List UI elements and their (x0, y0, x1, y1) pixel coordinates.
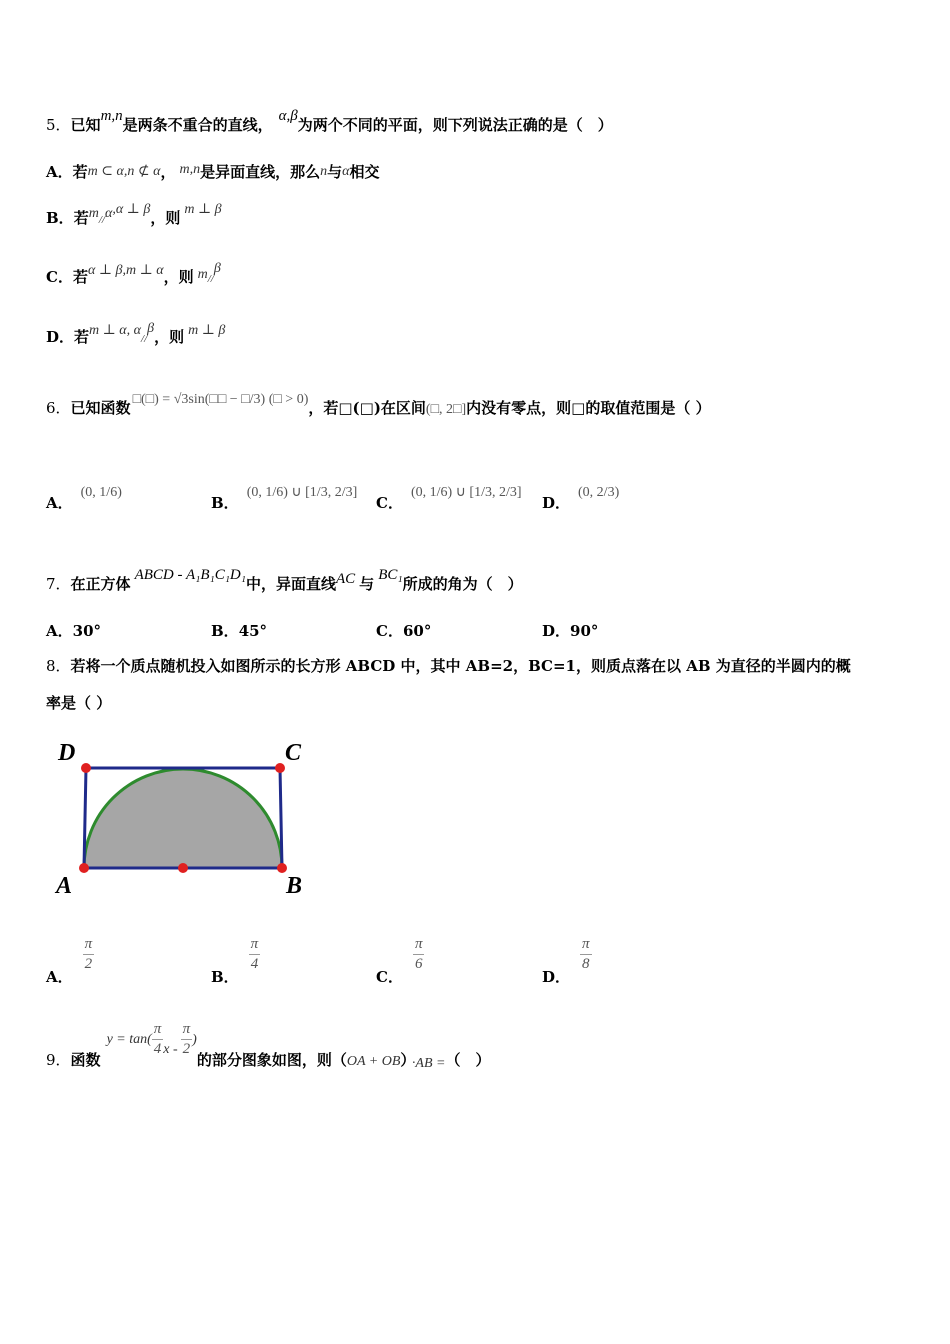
option-text: ，则 (154, 328, 185, 346)
option-text: ，则 (163, 268, 194, 286)
fraction-numerator: π (250, 936, 259, 952)
question-7-stem (46, 567, 523, 594)
option-math: (0, 2/3) (578, 485, 620, 500)
option-label: C． (46, 268, 73, 286)
option-text: 若 (72, 163, 88, 181)
q6-interval: (□, 2□] (425, 402, 467, 417)
point-d (81, 763, 91, 773)
option-label: C． (376, 622, 403, 640)
parallel-symbol: // (207, 273, 214, 285)
option-math: β (213, 261, 221, 276)
q7-cube-name: ABCD - A₁B₁C₁D₁ (134, 567, 246, 583)
point-b (277, 863, 287, 873)
option-label: A． (46, 968, 73, 987)
option-math: (0, 1/6) ∪ [1/3, 2/3] (410, 485, 522, 500)
q8-line1: 若将一个质点随机投入如图所示的长方形 ABCD 中，其中 AB=2，BC=1，则质点落在以 AB 为直径的半圆内的概 (70, 657, 851, 675)
q7-prefix: 在正方体 (70, 575, 131, 593)
question-6-stem (46, 392, 711, 418)
option-label: D． (542, 622, 571, 640)
parallel-symbol: // (141, 333, 148, 345)
q9-dot-ab: ·AB = (411, 1056, 446, 1072)
option-math: m,n (179, 162, 201, 177)
fraction-numerator: π (153, 1021, 162, 1037)
q9-formula-end: ) (192, 1032, 197, 1048)
fraction-numerator: π (84, 936, 93, 952)
q6-prefix: 已知函数 (70, 399, 131, 417)
option-math: α ⊥ β,m ⊥ α (87, 263, 164, 278)
q5-option-c[interactable] (46, 261, 221, 287)
q9-formula-x: x - (163, 1042, 178, 1058)
q7-line-ac: AC (336, 571, 356, 587)
option-label: A． (46, 163, 73, 181)
q5-option-b[interactable] (46, 202, 222, 228)
q9-vector-sum: OA + OB (346, 1054, 401, 1070)
option-text: 是异面直线，那么 (200, 163, 321, 181)
option-text: 相交 (349, 163, 380, 181)
q7-line-bc1: BC₁ (378, 567, 403, 583)
option-fraction (249, 935, 261, 974)
label-b: B (286, 873, 303, 899)
q8-option-b[interactable] (211, 935, 260, 987)
q5-math-mn: m,n (100, 108, 123, 124)
q5-text2: 为两个不同的平面，则下列说法正确的是（ ） (297, 116, 613, 134)
q6-option-a[interactable] (46, 485, 122, 513)
label-c: C (285, 740, 302, 766)
q6-text2: 内没有零点，则□的取值范围是（ ） (466, 399, 711, 417)
fraction-numerator: π (582, 936, 590, 952)
option-label: C． (376, 968, 403, 987)
q9-text2: ） (400, 1051, 408, 1070)
option-text: ， (160, 163, 176, 181)
option-label: D． (46, 328, 75, 346)
point-c (275, 763, 285, 773)
option-label: C． (376, 494, 403, 512)
q5-option-d[interactable] (46, 321, 226, 347)
q8-option-c[interactable] (376, 935, 424, 987)
semicircle-region (84, 769, 282, 868)
q7-option-c[interactable] (376, 620, 431, 641)
option-math: ,α ⊥ β (112, 202, 151, 217)
q9-text3: （ ） (445, 1051, 491, 1070)
q7-option-d[interactable] (542, 620, 598, 641)
option-math: m ⊥ β (184, 202, 222, 217)
fraction-denominator: 4 (153, 1040, 162, 1057)
q6-number: 6． (46, 399, 71, 417)
option-math: α (342, 164, 350, 179)
option-value: 90° (570, 622, 599, 640)
q5-prefix: 已知 (70, 116, 101, 134)
option-label: A． (46, 622, 73, 640)
q6-option-d[interactable] (542, 485, 620, 513)
q7-number: 7． (46, 575, 71, 593)
option-fraction (413, 935, 425, 974)
option-text: 若 (72, 268, 88, 286)
q8-figure (50, 735, 315, 900)
q6-text1: ，若□(□)在区间 (308, 399, 426, 417)
q7-option-a[interactable] (46, 620, 101, 641)
q7-text2: 与 (359, 575, 375, 593)
option-label: D． (542, 494, 571, 512)
label-d: D (58, 740, 76, 766)
q9-number: 9． (46, 1051, 71, 1070)
q8-option-d[interactable] (542, 935, 592, 987)
q9-prefix: 函数 (70, 1051, 101, 1070)
option-text: 与 (327, 163, 343, 181)
q8-number: 8． (46, 657, 71, 675)
option-fraction (580, 935, 592, 974)
fraction-numerator: π (414, 936, 423, 952)
fraction-denominator: 2 (84, 955, 93, 972)
question-8-stem-line2: 率是（ ） (46, 694, 112, 712)
q9-formula-start: y = tan( (106, 1032, 152, 1048)
option-math: m ⊥ α, α (89, 323, 142, 338)
option-fraction (83, 935, 95, 974)
q9-text1: 的部分图象如图，则（ (196, 1051, 347, 1070)
option-value: 30° (72, 622, 102, 640)
option-label: B． (211, 494, 239, 512)
option-label: B． (46, 209, 74, 227)
fraction-denominator: 2 (182, 1040, 191, 1057)
option-text: 若 (74, 328, 90, 346)
option-value: 60° (402, 622, 432, 640)
option-label: B． (211, 622, 239, 640)
q5-text1: 是两条不重合的直线， (122, 116, 273, 134)
q8-option-a[interactable] (46, 935, 94, 987)
option-label: A． (46, 494, 73, 512)
option-label: D． (542, 968, 571, 987)
option-label: B． (211, 968, 239, 987)
point-midpoint (178, 863, 188, 873)
question-9-stem (46, 1020, 491, 1072)
option-text: 若 (73, 209, 89, 227)
q6-option-c[interactable] (376, 485, 522, 513)
option-text: ，则 (150, 209, 181, 227)
question-8-stem-line1 (46, 655, 851, 676)
option-math: m (88, 206, 99, 221)
q6-function-formula: □(□) = √3sin(□□ − □/3) (□ > 0) (132, 392, 309, 407)
fraction-denominator: 6 (414, 955, 423, 972)
q5-option-a[interactable] (46, 161, 379, 182)
fraction-numerator: π (182, 1021, 191, 1037)
q9-fraction-pi-2 (181, 1020, 193, 1059)
option-math: β (147, 321, 155, 336)
fraction-denominator: 8 (582, 955, 590, 972)
q7-option-b[interactable] (211, 620, 267, 641)
question-5-stem (46, 108, 613, 135)
option-math: (0, 1/6) ∪ [1/3, 2/3] (246, 485, 358, 500)
label-a: A (56, 873, 73, 899)
fraction-denominator: 4 (250, 955, 259, 972)
point-a (79, 863, 89, 873)
q7-text3: 所成的角为（ ） (402, 575, 523, 593)
q6-option-b[interactable] (211, 485, 358, 513)
q5-math-ab: α,β (278, 108, 298, 124)
q7-text1: 中，异面直线 (245, 575, 336, 593)
option-math: m ⊥ β (188, 323, 226, 338)
option-math: n (320, 164, 328, 179)
parallel-symbol: // (98, 214, 105, 226)
q5-number: 5． (46, 116, 71, 134)
option-math: α (104, 206, 113, 221)
q9-fraction-pi-4 (152, 1020, 164, 1059)
option-math: m (197, 267, 208, 282)
option-value: 45° (238, 622, 268, 640)
option-math: m ⊂ α,n ⊄ α (87, 164, 161, 179)
option-math: (0, 1/6) (80, 485, 122, 500)
